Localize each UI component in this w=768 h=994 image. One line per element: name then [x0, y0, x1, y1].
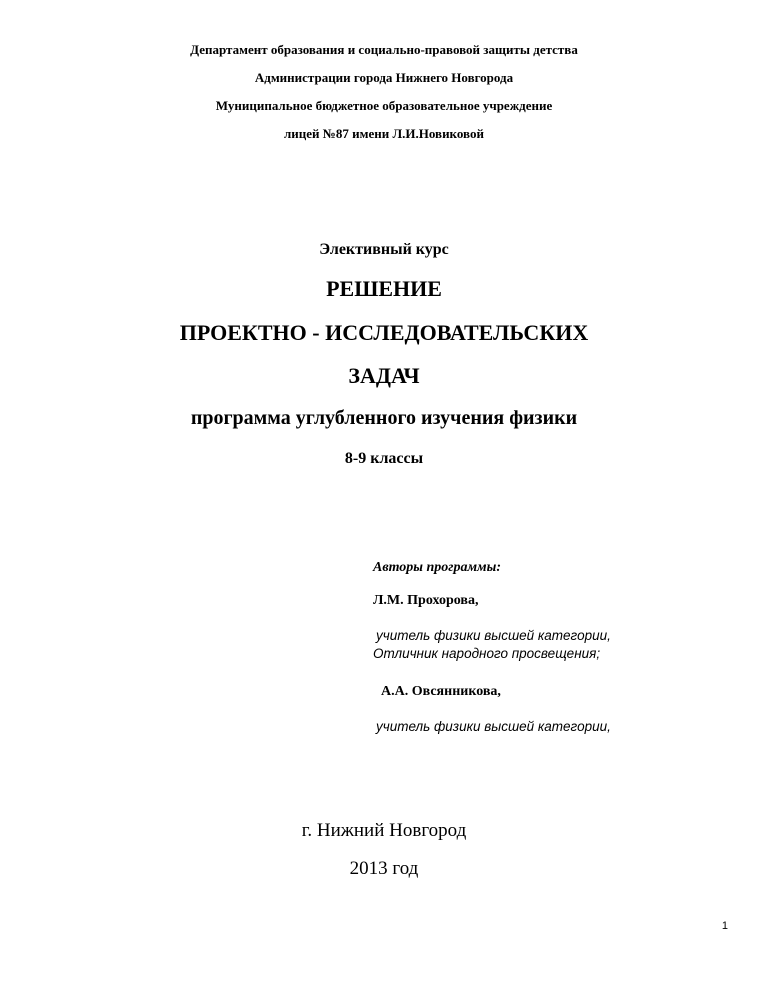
header-department: Департамент образования и социально-правовой защиты детства	[190, 42, 578, 57]
author-1-name: Л.М. Прохорова,	[373, 593, 479, 608]
authors-caption: Авторы программы:	[373, 560, 502, 575]
title-line-2: ПРОЕКТНО - ИССЛЕДОВАТЕЛЬСКИХ	[179, 320, 589, 345]
page-number: 1	[721, 920, 728, 932]
course-label: Элективный курс	[319, 241, 449, 258]
header-lyceum: лицей №87 имени Л.И.Новиковой	[284, 126, 484, 141]
author-1-role-2: Отличник народного просвещения;	[373, 646, 601, 661]
footer-city: г. Нижний Новгород	[301, 820, 467, 841]
title-line-3: ЗАДАЧ	[348, 363, 420, 388]
header-institution: Муниципальное бюджетное образовательное учреждение	[215, 98, 553, 113]
title-grades: 8-9 классы	[344, 450, 424, 467]
header-administration: Администрации города Нижнего Новгорода	[254, 70, 514, 85]
author-2-name: А.А. Овсянникова,	[381, 684, 501, 699]
title-subtitle: программа углубленного изучения физики	[190, 407, 578, 429]
footer-year: 2013 год	[349, 858, 419, 879]
author-2-role-1: учитель физики высшей категории,	[376, 719, 611, 734]
author-1-role-1: учитель физики высшей категории,	[376, 628, 611, 643]
title-line-1: РЕШЕНИЕ	[326, 276, 442, 301]
